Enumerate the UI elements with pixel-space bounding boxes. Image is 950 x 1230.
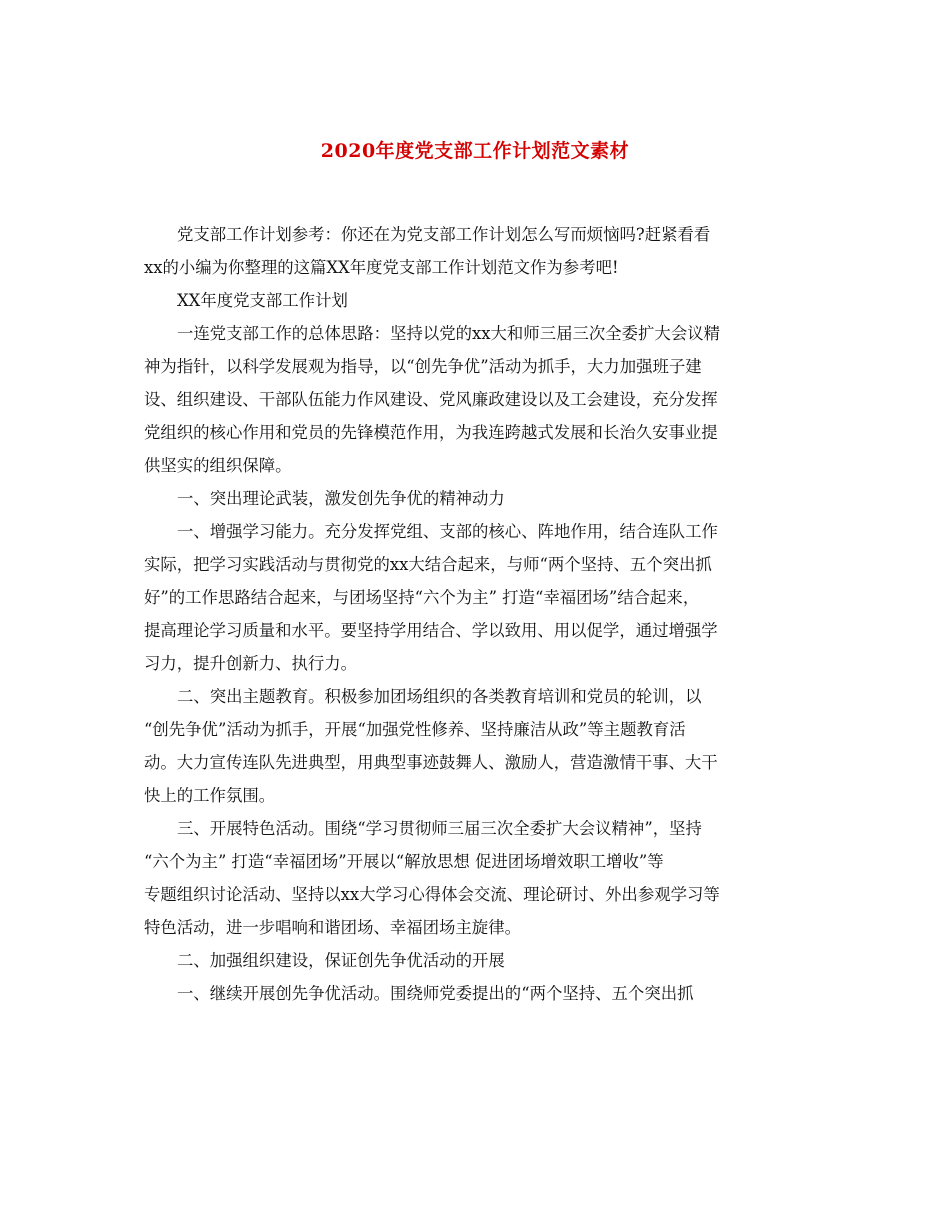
text-line: “创先争优”活动为抓手，开展“加强党性修养、坚持廉洁从政”等主题教育活: [144, 720, 686, 739]
text-line: 专题组织讨论活动、坚持以xx大学习心得体会交流、理论研讨、外出参观学习等: [144, 885, 720, 904]
text-line: “六个为主” 打造“幸福团场”开展以“解放思想 促进团场增效职工增收”等: [144, 852, 664, 871]
text-line: 动。大力宣传连队先进典型，用典型事迹鼓舞人、激励人，营造激情干事、大干: [144, 753, 718, 772]
text-line: 实际，把学习实践活动与贯彻党的xx大结合起来，与师“两个坚持、五个突出抓: [144, 555, 712, 574]
text-line: 一连党支部工作的总体思路：坚持以党的xx大和师三届三次全委扩大会议精: [177, 324, 720, 343]
text-line: XX年度党支部工作计划: [177, 291, 348, 310]
text-line: 一、突出理论武装，激发创先争优的精神动力: [177, 489, 505, 508]
text-line: 一、继续开展创先争优活动。围绕师党委提出的“两个坚持、五个突出抓: [177, 984, 694, 1003]
text-line: 二、加强组织建设，保证创先争优活动的开展: [177, 951, 505, 970]
text-line: 党支部工作计划参考：你还在为党支部工作计划怎么写而烦恼吗?赶紧看看: [177, 225, 711, 244]
text-line: 党组织的核心作用和党员的先锋模范作用，为我连跨越式发展和长治久安事业提: [144, 423, 718, 442]
text-line: 习力，提升创新力、执行力。: [144, 654, 358, 673]
document-body: [144, 218, 808, 1010]
text-line: xx的小编为你整理的这篇XX年度党支部工作计划范文作为参考吧!: [144, 258, 619, 277]
text-line: 一、增强学习能力。充分发挥党组、支部的核心、阵地作用，结合连队工作: [177, 522, 718, 541]
text-line: 快上的工作氛围。: [144, 786, 276, 805]
text-line: 提高理论学习质量和水平。要坚持学用结合、学以致用、用以促学，通过增强学: [144, 621, 718, 640]
text-line: 设、组织建设、干部队伍能力作风建设、党风廉政建设以及工会建设，充分发挥: [144, 390, 718, 409]
text-line: 特色活动，进一步唱响和谐团场、幸福团场主旋律。: [144, 918, 521, 937]
text-line: 三、开展特色活动。围绕“学习贯彻师三届三次全委扩大会议精神”，坚持: [177, 819, 702, 838]
text-line: 供坚实的组织保障。: [144, 456, 292, 475]
text-line: 好”的工作思路结合起来，与团场坚持“六个为主” 打造“幸福团场”结合起来，: [144, 588, 700, 607]
text-line: 神为指针，以科学发展观为指导，以“创先争优”活动为抓手，大力加强班子建: [144, 357, 702, 376]
text-line: 二、突出主题教育。积极参加团场组织的各类教育培训和党员的轮训，以: [177, 687, 702, 706]
document-title: 2020年度党支部工作计划范文素材: [320, 140, 630, 162]
